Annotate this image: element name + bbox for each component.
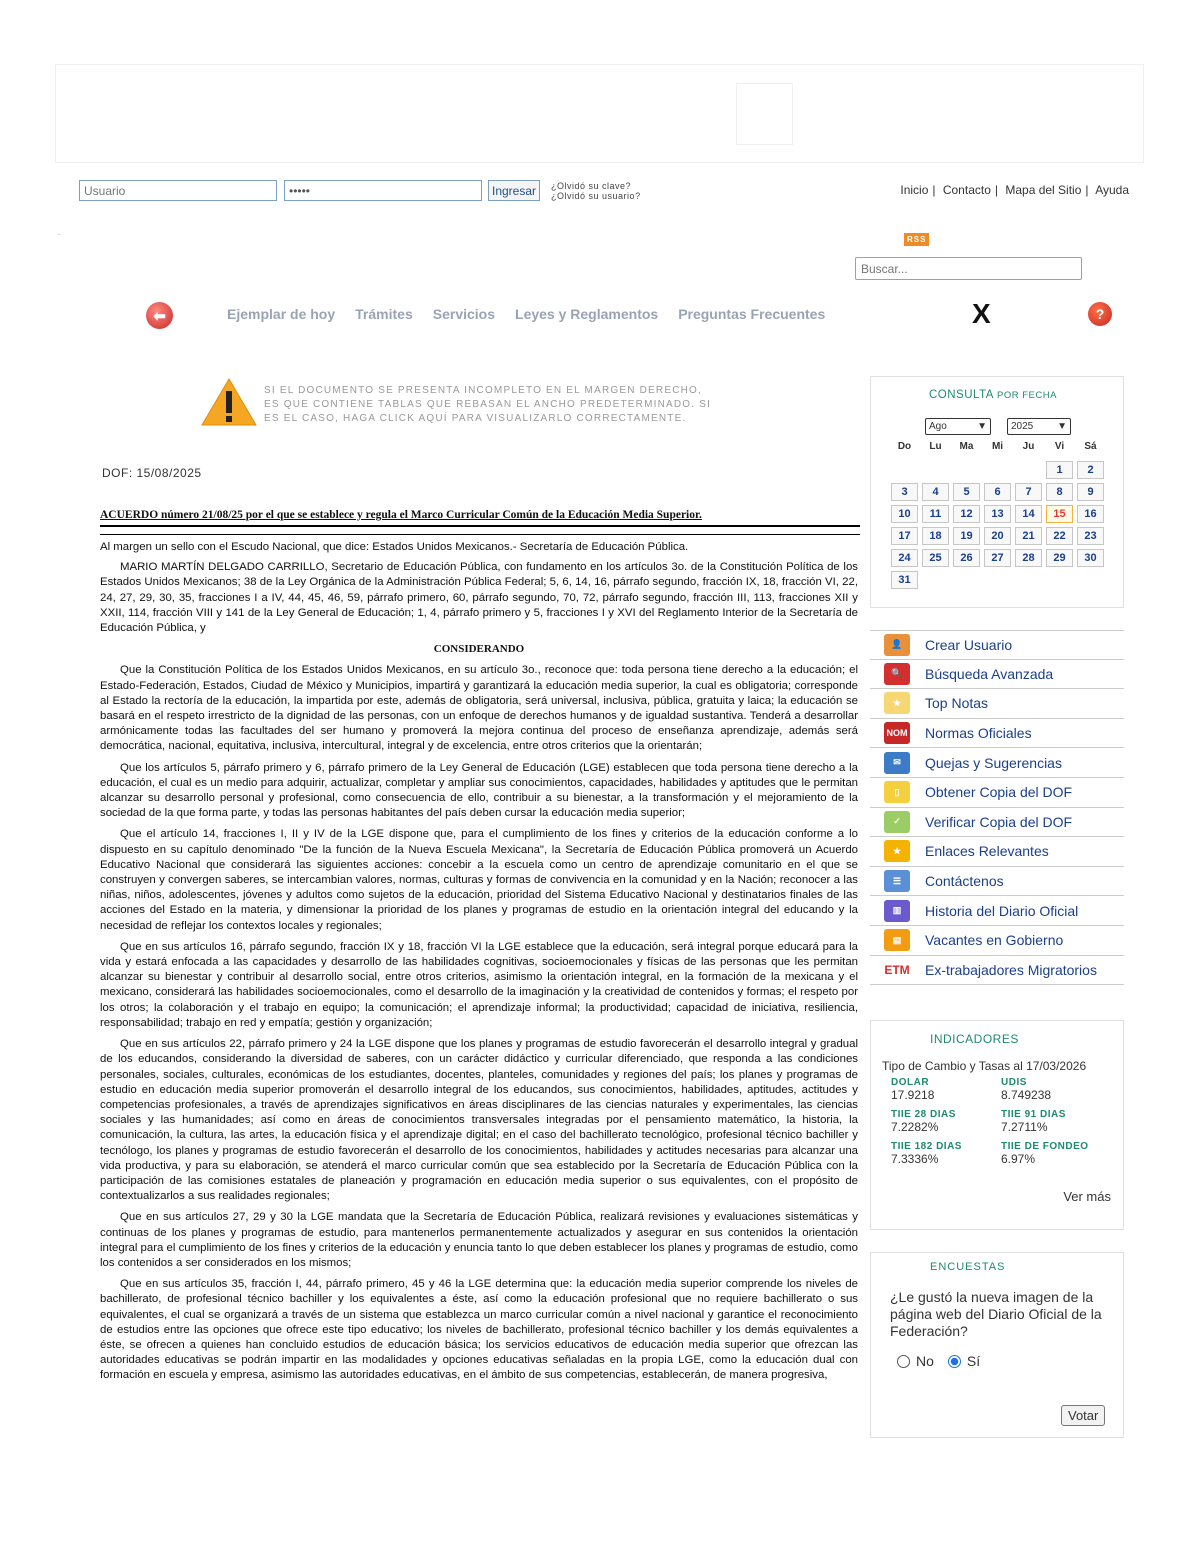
indicator-label: TIIE 182 DIAS (891, 1141, 962, 1152)
calendar-title-main: CONSULTA (929, 389, 994, 401)
weekday-header: Ju (1022, 441, 1035, 452)
radio-no-label: No (916, 1353, 934, 1369)
doc-paragraph: MARIO MARTÍN DELGADO CARRILLO, Secretario de Educación Pública, con fundamento en los artículos 3o. de la Constitución Política de los Estados Unidos Mexicanos; 38 de la Ley Orgánica de la Administración Pública Federal; 5, 6, 14, 16, párrafo segundo, fracción IX, 18, fracción VI, 22, 24, 27, 29, 30, 35, fracciones I a IV, 44, 45, 46, 59, párrafo primero, 60, párrafo segundo, 70, 72, párrafo segundo, fracción III, 113, fracciones XII y XXII, 114, fracción VIII y 141 de la Ley General de Educación; 1, 4, párrafo primero y 5, fracciones I y XVI del Reglamento Interior de la Secretaría de Educación Pública, y (100, 561, 858, 635)
menu-item-label: Verificar Copia del DOF (925, 813, 1073, 830)
survey-options (897, 1353, 980, 1369)
menu-item-label: Búsqueda Avanzada (925, 665, 1054, 682)
menu-item[interactable] (870, 896, 1124, 926)
doc-paragraph: Que en sus artículos 35, fracción I, 44, párrafo primero, 45 y 46 la LGE determina que: la educación media superior comprende los niveles de bachillerato, de profesional técnico bachiller y los equivalentes a éste, así como la educación profesional que no requiere bachillerato o sus equivalentes, el cual se organizará a través de un sistema que establezca un marco curricular común a nivel nacional y garantice el reconocimiento de estudios entre las opciones que ofrece este tipo educativo; los niveles de bachillerato, profesional técnico bachiller y los demás equivalentes a éste, se ofrecen a quienes han concluido estudios de educación básica; los servicios educativos de educación media superior que ofrezcan las autoridades educativas se podrán impartir en las modalidades y opciones educativas señaladas en la propia LGE, como la educación dual con formación en escuela y empresa, asimismo las autoridades educativas, en el ámbito de sus competencias, establecerán, de manera progresiva, (100, 1278, 858, 1382)
calendar-day[interactable]: 30 (1077, 549, 1104, 567)
star-note-icon: ★ (884, 692, 910, 714)
calendar-day[interactable]: 5 (953, 483, 980, 501)
indicator (891, 1077, 1001, 1102)
decorative-dot: . (58, 228, 61, 237)
nav-ejemplar-hoy[interactable]: Ejemplar de hoy (227, 306, 336, 322)
back-arrow-icon[interactable]: ⬅ (146, 302, 173, 329)
vote-button[interactable]: Votar (1061, 1405, 1105, 1426)
books-icon: ▥ (884, 900, 910, 922)
doc-heading: CONSIDERANDO (433, 643, 525, 656)
forgot-password-link[interactable]: ¿Olvidó su clave? (551, 180, 632, 191)
month-select-value: Ago (929, 421, 947, 432)
warning-line-2: ES QUE CONTIENE TABLAS QUE REBASAN EL ANCHO PREDETERMINADO. SI (264, 399, 712, 410)
menu-item[interactable] (870, 630, 1124, 660)
calendar-day[interactable]: 9 (1077, 483, 1104, 501)
year-select-value: 2025 (1011, 421, 1034, 432)
radio-no[interactable] (897, 1355, 910, 1368)
indicator-value: 7.2711% (1001, 1120, 1048, 1134)
indicator-value: 17.9218 (891, 1088, 935, 1102)
calendar-day[interactable]: 24 (891, 549, 918, 567)
menu-item[interactable] (870, 778, 1124, 808)
menu-item[interactable] (870, 867, 1124, 897)
calendar-day[interactable]: 14 (1015, 505, 1042, 523)
indicator-value: 7.2282% (891, 1120, 939, 1134)
rss-button[interactable]: RSS (904, 233, 929, 246)
weekday-header: Lu (929, 441, 942, 452)
warning-icon (200, 377, 258, 427)
indicators-title: INDICADORES (930, 1032, 1019, 1046)
calendar-widget (870, 376, 1124, 608)
calendar-blank (922, 461, 949, 479)
indicator (1001, 1109, 1111, 1134)
verify-document-icon: ✓ (884, 811, 910, 833)
weekday-header: Mi (991, 441, 1004, 452)
calendar-day[interactable]: 31 (891, 571, 918, 589)
indicator (1001, 1077, 1111, 1102)
chevron-down-icon: ▼ (977, 421, 987, 432)
radio-yes[interactable] (948, 1355, 961, 1368)
contact-card-icon: ☰ (884, 870, 910, 892)
indicator-label: DOLAR (891, 1077, 930, 1088)
menu-item-label: Historia del Diario Oficial (925, 902, 1079, 919)
menu-item-label: Quejas y Sugerencias (925, 754, 1062, 771)
doc-paragraph: Al margen un sello con el Escudo Nacional, que dice: Estados Unidos Mexicanos.- Secretaría de Educación Pública. (100, 541, 689, 553)
password-input[interactable] (284, 180, 482, 201)
indicator-value: 7.3336% (891, 1152, 939, 1166)
nav-preguntas-frecuentes[interactable]: Preguntas Frecuentes (678, 306, 826, 322)
survey-title: ENCUESTAS (930, 1261, 1006, 1273)
calendar-title-sub: POR FECHA (996, 390, 1057, 401)
x-logo-icon[interactable]: X (972, 298, 991, 329)
menu-item[interactable] (870, 926, 1124, 956)
month-select[interactable] (925, 418, 991, 435)
link-ayuda[interactable]: Ayuda (1095, 183, 1129, 197)
username-input[interactable] (79, 180, 277, 201)
nom-icon: NOM (884, 722, 910, 744)
survey-question: ¿Le gustó la nueva imagen de la página web del Diario Oficial de la Federación? (890, 1289, 1102, 1339)
login-button[interactable]: Ingresar (488, 180, 540, 201)
calendar-day[interactable]: 22 (1046, 527, 1073, 545)
menu-item-label: Contáctenos (925, 873, 1004, 890)
calendar-day[interactable]: 21 (1015, 527, 1042, 545)
weekday-header: Do (897, 441, 912, 452)
calendar-blank (984, 461, 1011, 479)
help-icon[interactable]: ? (1088, 302, 1112, 326)
calendar-day[interactable]: 27 (984, 549, 1011, 567)
indicator-value: 8.749238 (1001, 1088, 1052, 1102)
mailbox-icon: ✉ (884, 752, 910, 774)
see-more-link[interactable]: Ver más (1063, 1189, 1111, 1204)
menu-item-label: Ex-trabajadores Migratorios (925, 961, 1097, 978)
user-add-icon: 👤 (884, 634, 910, 656)
star-icon: ★ (884, 840, 910, 862)
main-nav (0, 296, 1200, 332)
document-icon: ▯ (884, 781, 910, 803)
menu-item[interactable] (870, 808, 1124, 838)
doc-paragraph: Que los artículos 5, párrafo primero y 6, párrafo primero de la Ley General de Educación (LGE) establecen que toda persona tiene derecho a la educación, el cual es un medio para adquirir, actualizar, completar y ampliar sus conocimientos, capacidades, habilidades y aptitudes que le permitan alcanzar su desarrollo personal y profesional, como consecuencia de ello, contribuir a su bienestar, a la transformación y el mejoramiento de la sociedad de la que forma parte, y todas las personas habitantes del país deben cursar la educación media superior; (100, 761, 858, 820)
menu-item[interactable] (870, 748, 1124, 778)
chevron-down-icon: ▼ (1057, 421, 1067, 432)
title-rule-thin (100, 534, 860, 535)
calendar-day[interactable]: 1 (1046, 461, 1073, 479)
warning-line-3: ES EL CASO, HAGA CLICK AQUÍ PARA VISUALIZARLO CORRECTAMENTE. (264, 413, 687, 424)
menu-item[interactable] (870, 956, 1124, 986)
document-title: ACUERDO número 21/08/25 por el que se establece y regula el Marco Curricular Común de la Educación Media Superior. (100, 509, 702, 521)
nav-leyes-reglamentos[interactable]: Leyes y Reglamentos (515, 306, 659, 322)
weekday-header: Ma (959, 441, 974, 452)
top-links: Inicio | Contacto | Mapa del Sitio | Ayuda (900, 183, 1129, 197)
title-rule (100, 525, 860, 527)
etm-icon: ETM (884, 959, 910, 981)
calendar-day[interactable]: 26 (953, 549, 980, 567)
indicator (1001, 1141, 1111, 1166)
nav-servicios[interactable]: Servicios (432, 306, 496, 322)
search-input[interactable] (855, 257, 1082, 280)
menu-item-label: Normas Oficiales (925, 725, 1032, 742)
link-mapa-sitio[interactable]: Mapa del Sitio (1005, 183, 1082, 197)
menu-item[interactable] (870, 837, 1124, 867)
doc-paragraph: Que en sus artículos 27, 29 y 30 la LGE mandata que la Secretaría de Educación Pública, realizará revisiones y evaluaciones sistemáticas y continuas de los planes y programas de estudio, para mantenerlos permanentemente actualizados y asegurar en sus contenidos la orientación integral para el cumplimiento de los fines y criterios de la educación y enuncia tanto lo que deben establecer los planes y programas de estudio, como los contenidos a ser considerados en los mismos; (100, 1211, 858, 1269)
calendar-day[interactable]: 10 (891, 505, 918, 523)
calendar-day[interactable]: 8 (1046, 483, 1073, 501)
calendar-day[interactable]: 23 (1077, 527, 1104, 545)
calendar-blank (891, 461, 918, 479)
services-menu (870, 630, 1124, 985)
calendar-day[interactable]: 7 (1015, 483, 1042, 501)
calendar-day[interactable]: 4 (922, 483, 949, 501)
calendar-day[interactable]: 6 (984, 483, 1011, 501)
doc-paragraph: Que en sus artículos 16, párrafo segundo, fracción IX y 18, fracción VI la LGE establece que la educación, será integral porque educará para la vida y estará enfocada a las capacidades y desarrollo de las habilidades cognitivas, socioemocionales y físicas de las personas que les permitan alcanzar su bienestar y contribuir al desarrollo social, entre otros criterios, asimismo la orientación integral, en la formación de la mexicana y el mexicano, considerará las habilidades socioemocionales, como el desarrollo de la imaginación y la creatividad de contenidos y formas; el respeto por los otros; la colaboración y el trabajo en equipo; la comunicación; el aprendizaje informal; la productividad; capacidad de iniciativa, resiliencia, responsabilidad; trabajo en red y empatía; gestión y organización; (100, 940, 858, 1029)
indicator-label: TIIE DE FONDEO (1001, 1141, 1089, 1152)
weekday-header: Sá (1084, 441, 1097, 452)
calendar-day[interactable]: 13 (984, 505, 1011, 523)
calendar-day[interactable]: 16 (1077, 505, 1104, 523)
dof-date: DOF: 15/08/2025 (102, 466, 202, 480)
banner-placeholder (736, 83, 793, 145)
calendar-day[interactable]: 12 (953, 505, 980, 523)
calendar-blank (953, 461, 980, 479)
doc-paragraph: Que la Constitución Política de los Estados Unidos Mexicanos, en su artículo 3o., reconoce que: toda persona tiene derecho a la educación; el Estado-Federación, Estados, Ciudad de México y Municipios, impartirá y garantizará la educación media superior, la cual es obligatoria; corresponde al Estado la rectoría de la educación, la impartida por este, además de obligatoria, será universal, inclusiva, pública, gratuita y laica; la educación se basará en el respeto irrestricto de la dignidad de las personas, con un enfoque de derechos humanos y de igualdad sustantiva. Tenderá a desarrollar armónicamente todas las facultades del ser humano y promoverá la mejora continua del proceso de enseñanza aprendizaje, además será democrática, nacional, equitativa, inclusiva, intercultural, integral y de excelencia, entre otros criterios que la orientarán; (100, 664, 858, 753)
calendar-day[interactable]: 11 (922, 505, 949, 523)
weekday-header: Vi (1054, 441, 1065, 452)
doc-paragraph: Que en sus artículos 22, párrafo primero y 24 la LGE dispone que los planes y programas de estudio favorecerán el desarrollo integral y gradual de los educandos, considerando la diversidad de saberes, con un carácter didáctico y curricular diferenciado, que responda a las condiciones personales, sociales, culturales, económicas de los estudiantes, docentes, planteles, comunidades y regiones del país; los planes y programas de estudio en educación media superior promoverán el desarrollo integral de los educandos, sus conocimientos, habilidades, aptitudes, actitudes y competencias profesionales, a través de aprendizajes significativos en áreas disciplinares de las ciencias naturales y experimentales, las ciencias sociales y las humanidades; así como en áreas de conocimientos transversales integradas por el pensamiento matemático, la historia, la comunicación, la cultura, las artes, la educación física y el aprendizaje digital; en el caso del bachillerato tecnológico, profesional técnico bachiller y tecnólogo, los planes y programas de estudio favorecerán el desarrollo de los conocimientos, habilidades y actitudes necesarias para alcanzar una vida productiva, y para su elaboración, se atenderá el marco curricular común que sea establecido por la Secretaría de Educación Pública con la participación de las comisiones estatales de planeación y programación en educación media superior o sus equivalentes, con el propósito de contextualizarlos a sus realidades regionales; (100, 1038, 858, 1203)
link-contacto[interactable]: Contacto (942, 183, 991, 197)
nav-tramites[interactable]: Trámites (355, 306, 413, 322)
menu-item-label: Enlaces Relevantes (925, 843, 1049, 860)
calendar-day[interactable]: 20 (984, 527, 1011, 545)
radio-yes-label: Sí (966, 1353, 981, 1369)
calendar-day[interactable]: 18 (922, 527, 949, 545)
menu-item[interactable] (870, 660, 1124, 690)
menu-item-label: Obtener Copia del DOF (925, 784, 1073, 801)
calendar-blank (1015, 461, 1042, 479)
calendar-day[interactable]: 15 (1046, 505, 1073, 523)
indicators-widget (870, 1020, 1124, 1230)
header-banner (55, 64, 1144, 163)
indicator-label: TIIE 28 DIAS (891, 1109, 956, 1120)
indicator-label: UDIS (1001, 1077, 1027, 1088)
menu-item-label: Top Notas (925, 695, 989, 712)
calendar-grid (891, 441, 1104, 589)
forgot-user-link[interactable]: ¿Olvidó su usuario? (551, 190, 641, 201)
login-form (79, 180, 641, 201)
indicators-grid (891, 1077, 1111, 1166)
menu-item-label: Vacantes en Gobierno (925, 932, 1064, 949)
indicator (891, 1141, 1001, 1166)
forgot-links (551, 181, 641, 201)
indicators-subtitle: Tipo de Cambio y Tasas al 17/03/2026 (882, 1059, 1087, 1073)
calendar-day[interactable]: 19 (953, 527, 980, 545)
menu-item[interactable] (870, 719, 1124, 749)
jobs-icon: ▤ (884, 929, 910, 951)
calendar-day[interactable]: 25 (922, 549, 949, 567)
doc-paragraph: Que el artículo 14, fracciones I, II y IV de la LGE dispone que, para el cumplimiento de los fines y criterios de la educación conforme a lo dispuesto en su capítulo denominado "De la función de la Nueva Escuela Mexicana", la Secretaría de Educación Pública promoverá un Acuerdo Educativo Nacional que considerará las siguientes acciones: concebir a la escuela como un centro de aprendizaje comunitario en el que se construyen y convergen saberes, se intercambian valores, normas, culturas y formas de convivencia en la comunidad y en la Nación; reconocer a las niñas, niños, adolescentes, jóvenes y adultos como sujetos de la educación, prioridad del Sistema Educativo Nacional y destinatarios finales de las acciones del Estado en la materia, y dimensionar la prioridad de los planes y programas de estudio en la orientación integral del educando y la necesidad de reflejar los contextos locales y regionales; (100, 828, 858, 932)
document-body (100, 540, 858, 1390)
calendar-day[interactable]: 29 (1046, 549, 1073, 567)
indicator (891, 1109, 1001, 1134)
search-icon: 🔍 (884, 663, 910, 685)
link-inicio[interactable]: Inicio (900, 183, 929, 197)
calendar-day[interactable]: 17 (891, 527, 918, 545)
warning-line-1: SI EL DOCUMENTO SE PRESENTA INCOMPLETO EN EL MARGEN DERECHO, (264, 385, 702, 396)
calendar-title (929, 389, 1057, 401)
menu-item[interactable] (870, 689, 1124, 719)
calendar-day[interactable]: 3 (891, 483, 918, 501)
indicator-value: 6.97% (1001, 1152, 1036, 1166)
calendar-day[interactable]: 2 (1077, 461, 1104, 479)
year-select[interactable] (1007, 418, 1071, 435)
indicator-label: TIIE 91 DIAS (1001, 1109, 1066, 1120)
calendar-day[interactable]: 28 (1015, 549, 1042, 567)
warning-message[interactable] (264, 384, 754, 426)
menu-item-label: Crear Usuario (925, 636, 1013, 653)
survey-widget (870, 1252, 1124, 1438)
